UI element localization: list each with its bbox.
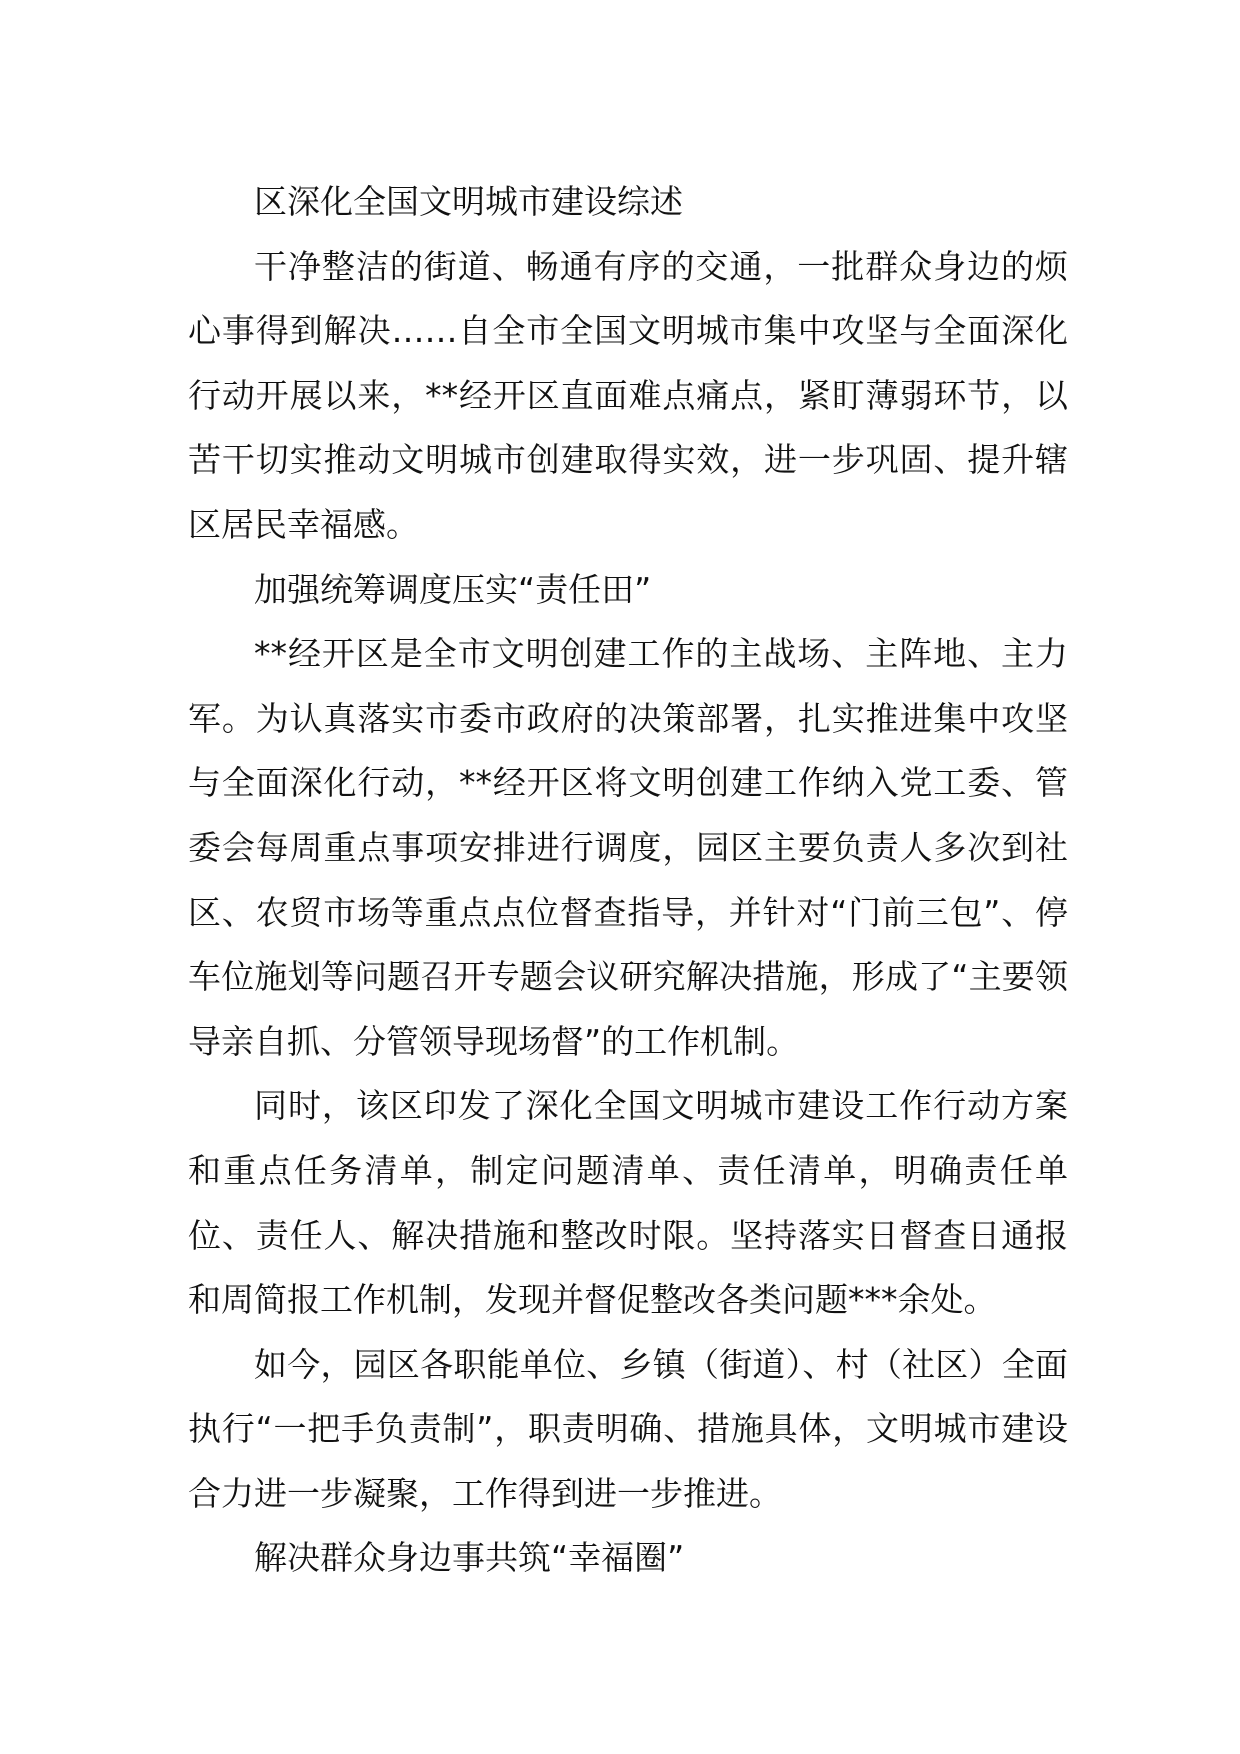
section-heading-responsibility: 加强统筹调度压实“责任田” <box>254 569 652 609</box>
intro-paragraph: 干净整洁的街道、畅通有序的交通，一批群众身边的烦心事得到解决……自全市全国文明城市集中攻坚与全面深化行动开展以来，**经开区直面难点痛点，紧盯薄弱环节，以苦干切实推动文明城市创建取得实效，进一步巩固、提升辖区居民幸福感。 <box>188 246 1068 544</box>
section-heading-happiness: 解决群众身边事共筑“幸福圈” <box>254 1538 685 1578</box>
paragraph-responsibility: **经开区是全市文明创建工作的主战场、主阵地、主力军。为认真落实市委市政府的决策部署，扎实推进集中攻坚与全面深化行动，**经开区将文明创建工作纳入党工委、管委会每周重点事项安排进行调度，园区主要负责人多次到社区、农贸市场等重点点位督查指导，并针对“门前三包”、停车位施划等问题召开专题会议研究解决措施，形成了“主要领导亲自抓、分管领导现场督”的工作机制。 <box>188 634 1068 1061</box>
paragraph-action-plan: 同时，该区印发了深化全国文明城市建设工作行动方案和重点任务清单，制定问题清单、责任清单，明确责任单位、责任人、解决措施和整改时限。坚持落实日督查日通报和周简报工作机制，发现并督促整改各类问题***余处。 <box>188 1086 1068 1320</box>
document-body <box>188 170 1068 1591</box>
paragraph-accountability: 如今，园区各职能单位、乡镇（街道）、村（社区）全面执行“一把手负责制”，职责明确、措施具体，文明城市建设合力进一步凝聚，工作得到进一步推进。 <box>188 1344 1068 1513</box>
document-title: 区深化全国文明城市建设综述 <box>254 182 683 221</box>
